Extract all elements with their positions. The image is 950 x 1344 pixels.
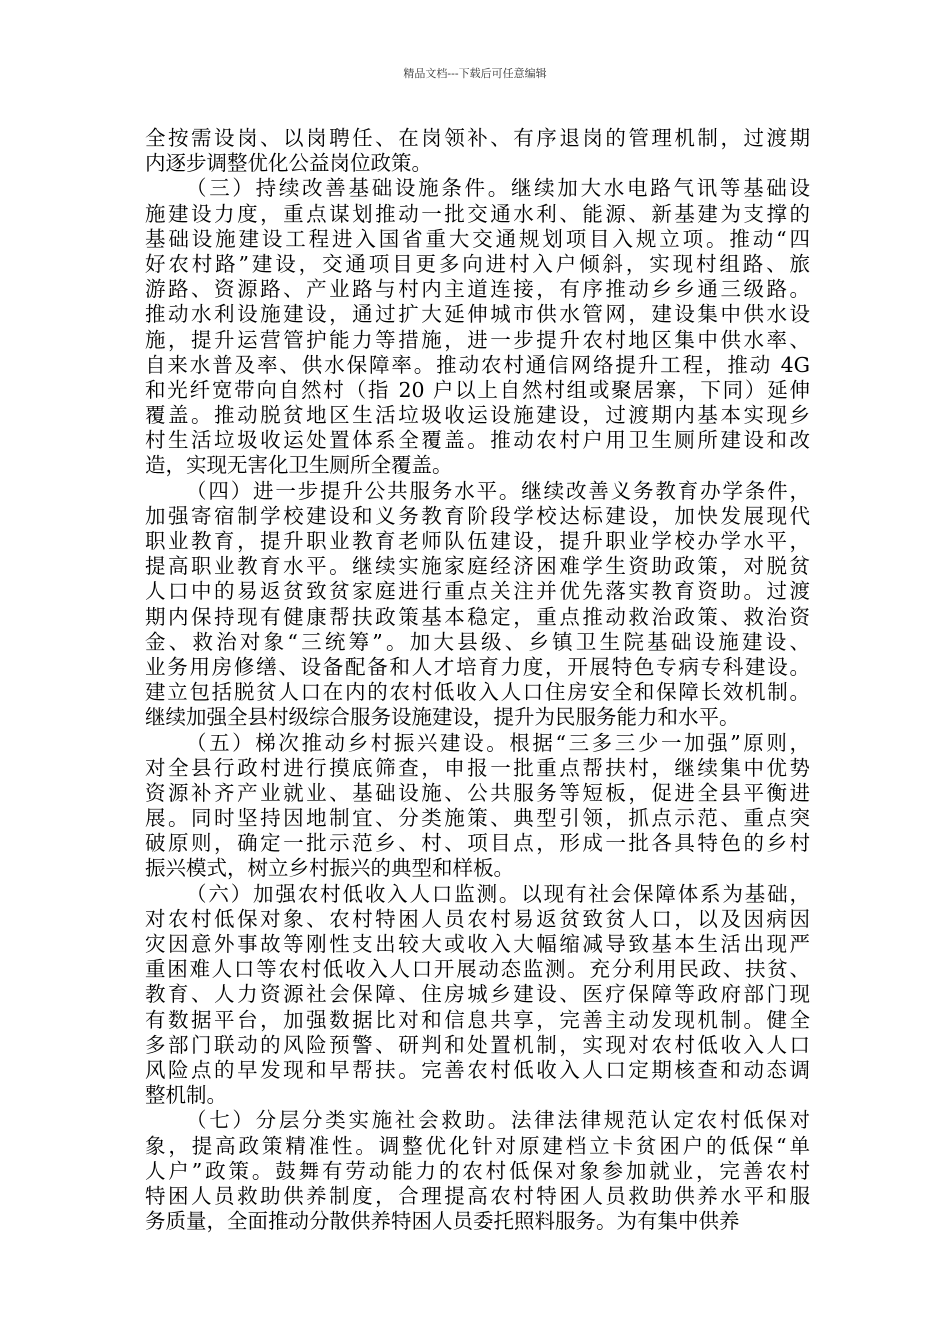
text-line: 建立包括脱贫人口在内的农村低收入人口住房安全和保障长效机制。 [145, 680, 810, 705]
paragraph [145, 126, 810, 176]
text-line: 全按需设岗、以岗聘任、在岗领补、有序退岗的管理机制，过渡期 [145, 126, 810, 150]
text-line: 施，提升运营管护能力等措施，进一步提升农村地区集中供水率、 [145, 327, 810, 352]
text-line: 造，实现无害化卫生厕所全覆盖。 [145, 453, 453, 478]
text-line: 推动水利设施建设，通过扩大延伸城市供水管网，建设集中供水设 [145, 302, 810, 327]
text-line: 破原则，确定一批示范乡、村、项目点，形成一批各具特色的乡村 [145, 831, 810, 856]
text-line: 有数据平台，加强数据比对和信息共享，完善主动发现机制。健全 [145, 1007, 810, 1032]
text-line: 资源补齐产业就业、基础设施、公共服务等短板，促进全县平衡进 [145, 780, 810, 805]
text-line: 特困人员救助供养制度，合理提高农村特困人员救助供养水平和服 [145, 1183, 810, 1208]
text-line: 务质量，全面推动分散供养特困人员委托照料服务。为有集中供养 [145, 1209, 740, 1234]
text-line: 人口中的易返贫致贫家庭进行重点关注并优先落实教育资助。过渡 [145, 579, 810, 604]
paragraph [145, 176, 810, 478]
paragraph [145, 882, 810, 1109]
text-line: 人户”政策。鼓舞有劳动能力的农村低保对象参加就业，完善农村 [145, 1158, 810, 1183]
text-line: 重困难人口等农村低收入人口开展动态监测。充分利用民政、扶贫、 [145, 957, 810, 982]
text-line: 金、救治对象“三统筹”。加大县级、乡镇卫生院基础设施建设、 [145, 629, 810, 654]
text-line: 提高职业教育水平。继续实施家庭经济困难学生资助政策，对脱贫 [145, 554, 810, 579]
text-line: 村生活垃圾收运处置体系全覆盖。推动农村户用卫生厕所建设和改 [145, 428, 810, 453]
text-line: 和光纤宽带向自然村（指 20 户以上自然村组或聚居寨，下同）延伸 [145, 377, 810, 402]
paragraph [145, 731, 810, 882]
text-line: 风险点的早发现和早帮扶。完善农村低收入人口定期核查和动态调 [145, 1057, 810, 1082]
text-line: 覆盖。推动脱贫地区生活垃圾收运设施建设，过渡期内基本实现乡 [145, 403, 810, 428]
paragraph [145, 1108, 810, 1234]
paragraph [145, 479, 810, 731]
text-line: 自来水普及率、供水保障率。推动农村通信网络提升工程，推动 4G [145, 352, 810, 377]
text-line: 好农村路”建设，交通项目更多向进村入户倾斜，实现村组路、旅 [145, 251, 810, 276]
page-header: 精品文档---下载后可任意编辑 [403, 67, 547, 80]
text-line: 基础设施建设工程进入国省重大交通规划项目入规立项。推动“四 [145, 226, 810, 251]
text-line: 对农村低保对象、农村特困人员农村易返贫致贫人口，以及因病因 [145, 906, 810, 931]
text-line: （六）加强农村低收入人口监测。以现有社会保障体系为基础， [186, 881, 810, 906]
text-line: 期内保持现有健康帮扶政策基本稳定，重点推动救治政策、救治资 [145, 604, 810, 629]
text-line: 灾因意外事故等刚性支出较大或收入大幅缩减导致基本生活出现严 [145, 932, 810, 956]
text-line: （三）持续改善基础设施条件。继续加大水电路气讯等基础设 [186, 176, 810, 201]
text-line: 展。同时坚持因地制宜、分类施策、典型引领，抓点示范、重点突 [145, 806, 810, 831]
text-line: （七）分层分类实施社会救助。法律法律规范认定农村低保对 [186, 1108, 810, 1133]
text-line: 多部门联动的风险预警、研判和处置机制，实现对农村低收入人口 [145, 1032, 810, 1057]
text-line: 加强寄宿制学校建设和义务教育阶段学校达标建设，加快发展现代 [145, 503, 810, 528]
text-line: 职业教育，提升职业教育老师队伍建设，提升职业学校办学水平， [145, 529, 810, 553]
text-line: 内逐步调整优化公益岗位政策。 [145, 151, 432, 176]
document-body [145, 126, 810, 1234]
text-line: 象，提高政策精准性。调整优化针对原建档立卡贫困户的低保“单 [145, 1133, 810, 1158]
text-line: 游路、资源路、产业路与村内主道连接，有序推动乡乡通三级路。 [145, 277, 810, 302]
text-line: 业务用房修缮、设备配备和人才培育力度，开展特色专病专科建设。 [145, 654, 810, 679]
text-line: 整机制。 [145, 1083, 227, 1108]
text-line: （四）进一步提升公共服务水平。继续改善义务教育办学条件， [186, 478, 810, 503]
text-line: （五）梯次推动乡村振兴建设。根据“三多三少一加强”原则， [186, 730, 810, 755]
text-line: 施建设力度，重点谋划推动一批交通水利、能源、新基建为支撑的 [145, 201, 810, 226]
text-line: 对全县行政村进行摸底筛查，申报一批重点帮扶村，继续集中优势 [145, 755, 810, 780]
text-line: 继续加强全县村级综合服务设施建设，提升为民服务能力和水平。 [145, 705, 740, 730]
text-line: 教育、人力资源社会保障、住房城乡建设、医疗保障等政府部门现 [145, 982, 810, 1007]
text-line: 振兴模式，树立乡村振兴的典型和样板。 [145, 856, 514, 881]
